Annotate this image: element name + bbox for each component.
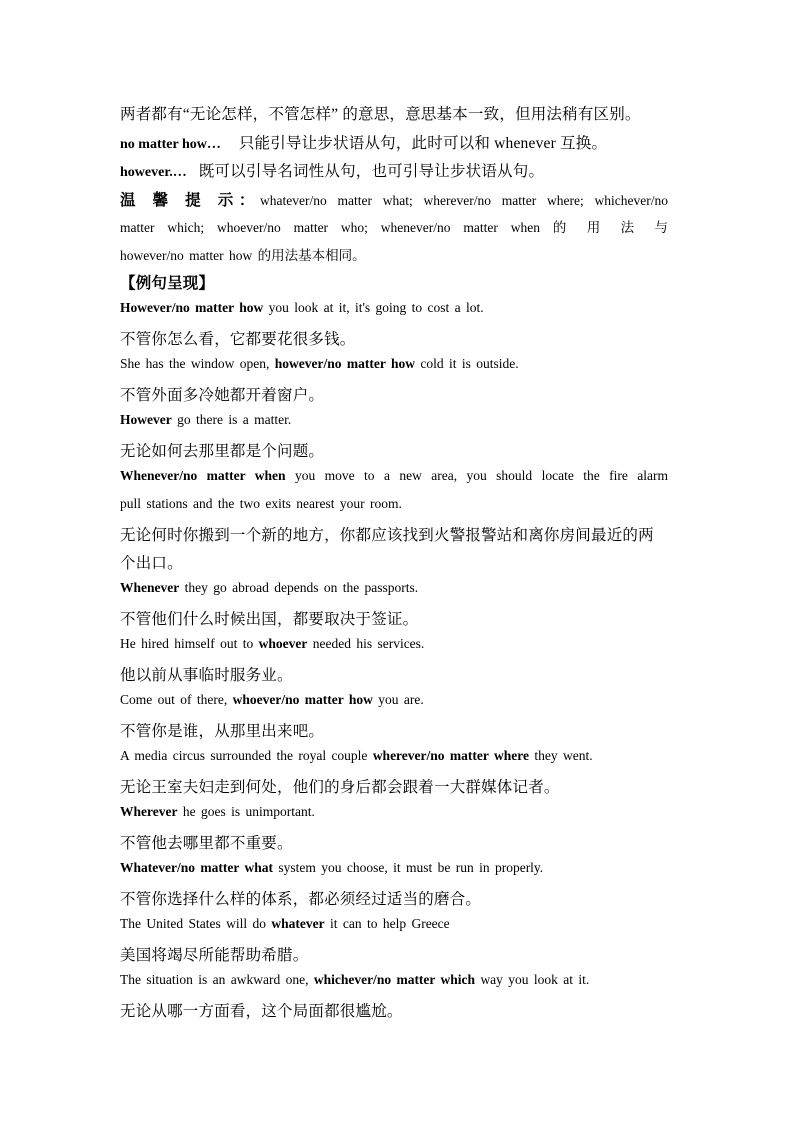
example-zh: 不管你怎么看，它都要花很多钱。 — [120, 331, 356, 348]
example-zh: 无论如何去那里都是个问题。 — [120, 443, 325, 460]
example-zh: 无论何时你搬到一个新的地方，你都应该找到火警报警站和离你房间最近的两 — [120, 527, 654, 544]
example-en: Come out of there, whoever/no matter how you are. — [120, 692, 424, 707]
tip-label: 温 馨 提 示： — [120, 192, 260, 209]
example-en: She has the window open, however/no matter how cold it is outside. — [120, 356, 519, 371]
example-en: A media circus surrounded the royal couple wherever/no matter where they went. — [120, 748, 593, 763]
example-en-continued: pull stations and the two exits nearest your room. — [120, 496, 402, 511]
example-en: Whatever/no matter what system you choose, it must be run in properly. — [120, 860, 544, 875]
nomatter-desc: 只能引导让步状语从句，此时可以和 whenever 互换。 — [238, 135, 608, 152]
example-zh: 无论王室夫妇走到何处，他们的身后都会跟着一大群媒体记者。 — [120, 779, 560, 796]
example-zh: 不管他们什么时候出国，都要取决于签证。 — [120, 611, 419, 628]
nomatter-rule — [120, 131, 607, 153]
however-desc: 既可以引导名词性从句，也可引导让步状语从句。 — [198, 163, 545, 180]
example-en: The situation is an awkward one, whichever/no matter which way you look at it. — [120, 972, 590, 987]
tip-line-2: matter which; whoever/no matter who; whenever/no matter when 的 用 法 与 — [120, 220, 668, 235]
example-en: However/no matter how you look at it, it's going to cost a lot. — [120, 300, 484, 315]
example-zh: 美国将竭尽所能帮助希腊。 — [120, 947, 309, 964]
example-zh: 无论从哪一方面看，这个局面都很尴尬。 — [120, 1003, 403, 1020]
tip-line-1 — [120, 188, 668, 210]
examples-heading: 【例句呈现】 — [120, 275, 215, 292]
tip-text-1: whatever/no matter what; wherever/no matter where; whichever/no — [259, 193, 668, 208]
example-zh: 他以前从事临时服务业。 — [120, 667, 293, 684]
example-zh: 不管你选择什么样的体系，都必须经过适当的磨合。 — [120, 891, 482, 908]
intro-line: 两者都有“无论怎样，不管怎样” 的意思，意思基本一致，但用法稍有区别。 — [120, 106, 641, 123]
example-en: Wherever he goes is unimportant. — [120, 804, 315, 819]
tip-line-3: however/no matter how 的用法基本相同。 — [120, 248, 366, 263]
example-zh: 不管你是谁，从那里出来吧。 — [120, 723, 325, 740]
example-en: The United States will do whatever it can to help Greece — [120, 916, 450, 931]
example-en: However go there is a matter. — [120, 412, 292, 427]
example-zh-continued: 个出口。 — [120, 555, 183, 572]
example-en: Whenever/no matter when you move to a new area, you should locate the fire alarm — [120, 468, 669, 483]
however-rule — [120, 159, 544, 181]
example-en: He hired himself out to whoever needed his services. — [120, 636, 425, 651]
nomatter-term: no matter how… — [120, 137, 221, 152]
example-en: Whenever they go abroad depends on the passports. — [120, 580, 419, 595]
however-term: however.… — [120, 165, 187, 180]
example-zh: 不管外面多冷她都开着窗户。 — [120, 387, 325, 404]
example-zh: 不管他去哪里都不重要。 — [120, 835, 293, 852]
